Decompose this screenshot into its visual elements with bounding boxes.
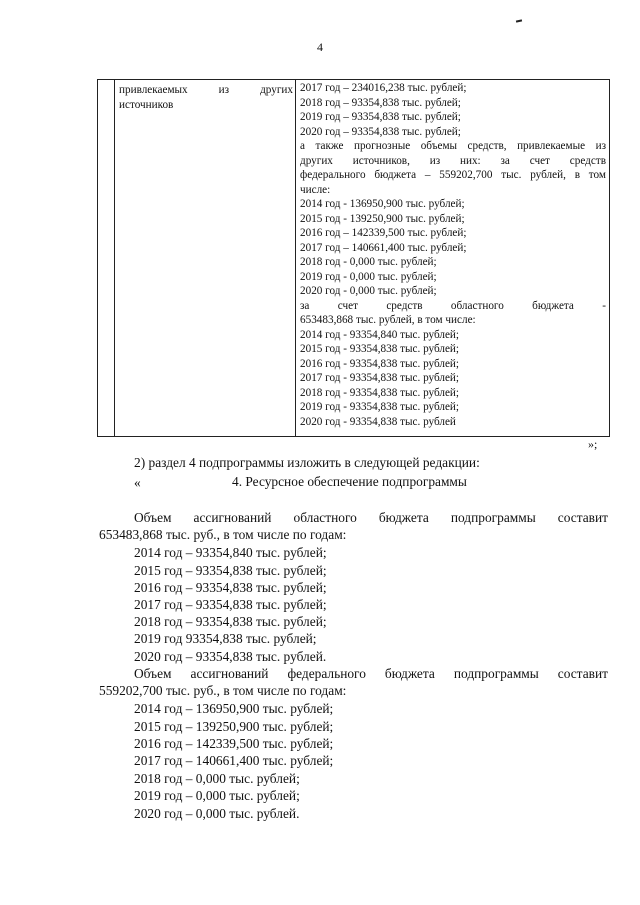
value-line: 2019 год - 93354,838 тыс. рублей;	[300, 401, 460, 413]
table-col-number	[98, 80, 115, 436]
value-line: 2018 год - 93354,838 тыс. рублей;	[300, 386, 460, 399]
para-regional-line-2: 653483,868 тыс. руб., в том числе по годам:	[99, 527, 347, 542]
federal-year-line: 2020 год – 0,000 тыс. рублей.	[134, 806, 300, 821]
value-line: 2020 год - 93354,838 тыс. рублей	[300, 415, 456, 428]
para-federal-line-2: 559202,700 тыс. руб., в том числе по годам:	[99, 683, 347, 698]
value-line: федерального бюджета – 559202,700 тыс. рублей, в том	[300, 169, 606, 181]
value-line: 2017 год - 93354,838 тыс. рублей;	[300, 372, 460, 384]
value-line: 2014 год - 93354,840 тыс. рублей;	[300, 328, 460, 341]
value-line: 2017 год – 234016,238 тыс. рублей;	[300, 82, 467, 94]
regional-year-line: 2014 год – 93354,840 тыс. рублей;	[134, 545, 327, 560]
regional-year-line: 2020 год – 93354,838 тыс. рублей.	[134, 649, 327, 664]
value-line: 2015 год - 93354,838 тыс. рублей;	[300, 343, 460, 355]
label-line-2: источников	[119, 98, 174, 111]
value-line: 2017 год – 140661,400 тыс. рублей;	[300, 241, 467, 254]
open-quote: «	[134, 475, 141, 490]
value-line: 2016 год – 142339,500 тыс. рублей;	[300, 227, 467, 239]
page-number: 4	[317, 40, 323, 54]
value-line: 2018 год – 93354,838 тыс. рублей;	[300, 96, 461, 109]
para-regional-line-1: Объем ассигнований областного бюджета подпрограммы составит	[134, 510, 608, 525]
regional-year-line: 2017 год – 93354,838 тыс. рублей;	[134, 597, 327, 612]
item-2-text: 2) раздел 4 подпрограммы изложить в следующей редакции:	[134, 455, 480, 470]
value-line: 653483,868 тыс. рублей, в том числе:	[300, 314, 476, 326]
regional-year-line: 2016 год – 93354,838 тыс. рублей;	[134, 580, 327, 595]
table-col-values	[296, 80, 609, 436]
scan-mark	[516, 19, 522, 22]
value-line: 2020 год - 0,000 тыс. рублей;	[300, 285, 437, 297]
section-title: 4. Ресурсное обеспечение подпрограммы	[232, 474, 467, 489]
regional-year-line: 2018 год – 93354,838 тыс. рублей;	[134, 614, 327, 629]
value-line: 2019 год – 93354,838 тыс. рублей;	[300, 111, 461, 123]
closing-quote: »;	[588, 437, 598, 451]
value-line: 2019 год - 0,000 тыс. рублей;	[300, 270, 437, 283]
value-line: числе:	[300, 183, 331, 196]
regional-year-line: 2019 год 93354,838 тыс. рублей;	[134, 631, 317, 646]
federal-year-line: 2018 год – 0,000 тыс. рублей;	[134, 771, 300, 786]
value-line: 2018 год - 0,000 тыс. рублей;	[300, 256, 437, 268]
value-line: других источников, из них: за счет средств	[300, 154, 606, 167]
value-line: 2016 год - 93354,838 тыс. рублей;	[300, 357, 460, 370]
table-col-label	[115, 80, 296, 436]
federal-year-line: 2019 год – 0,000 тыс. рублей;	[134, 788, 300, 803]
value-line: 2014 год - 136950,900 тыс. рублей;	[300, 198, 465, 210]
federal-year-line: 2015 год – 139250,900 тыс. рублей;	[134, 719, 334, 734]
federal-year-line: 2016 год – 142339,500 тыс. рублей;	[134, 736, 334, 751]
resource-table	[97, 79, 610, 437]
value-line: 2020 год – 93354,838 тыс. рублей;	[300, 125, 461, 138]
value-line: за счет средств областного бюджета -	[300, 299, 606, 312]
label-line-1: привлекаемых из других	[119, 84, 293, 96]
value-line: а также прогнозные объемы средств, привлекаемые из	[300, 140, 606, 152]
regional-year-line: 2015 год – 93354,838 тыс. рублей;	[134, 563, 327, 578]
federal-year-line: 2014 год – 136950,900 тыс. рублей;	[134, 701, 334, 716]
federal-year-line: 2017 год – 140661,400 тыс. рублей;	[134, 753, 334, 768]
para-federal-line-1: Объем ассигнований федерального бюджета подпрограммы составит	[134, 666, 608, 681]
value-line: 2015 год - 139250,900 тыс. рублей;	[300, 212, 465, 225]
